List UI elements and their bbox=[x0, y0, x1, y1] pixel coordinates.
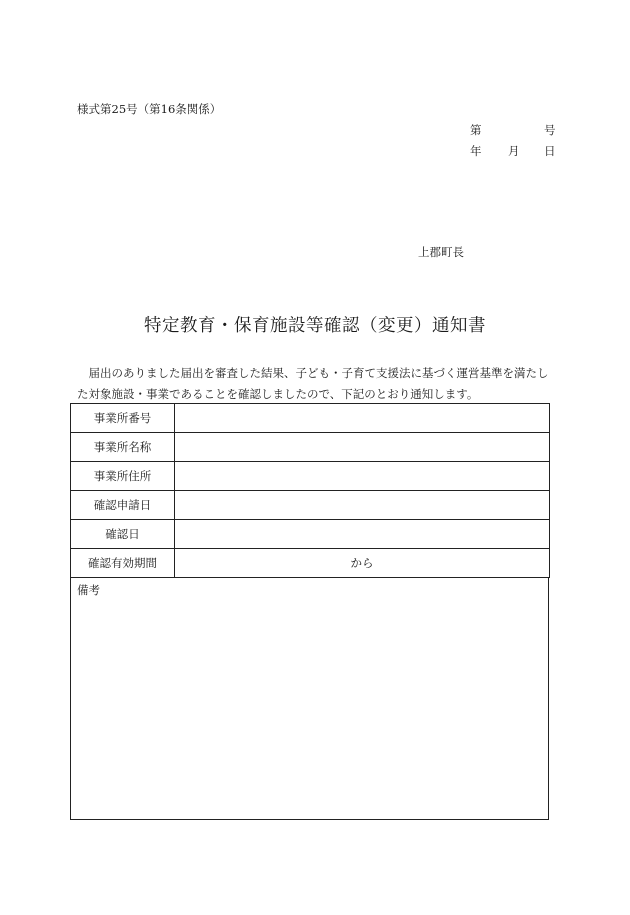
date-day-label: 日 bbox=[544, 144, 556, 158]
row-label-office-address: 事業所住所 bbox=[71, 462, 175, 491]
table-row bbox=[71, 520, 550, 549]
row-value-application-date bbox=[175, 491, 550, 520]
row-value-office-address bbox=[175, 462, 550, 491]
document-number-prefix: 第 bbox=[470, 123, 482, 137]
row-value-office-number bbox=[175, 404, 550, 433]
row-value-confirmation-date bbox=[175, 520, 550, 549]
row-label-validity-period: 確認有効期間 bbox=[71, 549, 175, 578]
form-number: 様式第25号（第16条関係） bbox=[77, 102, 222, 116]
remarks-box bbox=[70, 578, 549, 820]
document-number-suffix: 号 bbox=[544, 123, 556, 137]
row-label-office-number: 事業所番号 bbox=[71, 404, 175, 433]
row-value-validity-period: から bbox=[175, 549, 550, 578]
table-row bbox=[71, 404, 550, 433]
date-month-label: 月 bbox=[508, 144, 520, 158]
table-row bbox=[71, 491, 550, 520]
notice-body-text: 届出のありました届出を審査した結果、子ども・子育て支援法に基づく運営基準を満たした対象施設・事業であることを確認しましたので、下記のとおり通知します。 bbox=[77, 366, 549, 401]
row-label-office-name: 事業所名称 bbox=[71, 433, 175, 462]
row-label-application-date: 確認申請日 bbox=[71, 491, 175, 520]
date-year-label: 年 bbox=[470, 144, 482, 158]
row-value-office-name bbox=[175, 433, 550, 462]
table-row bbox=[71, 433, 550, 462]
row-label-confirmation-date: 確認日 bbox=[71, 520, 175, 549]
table-row bbox=[71, 549, 550, 578]
table-row bbox=[71, 462, 550, 491]
issuer-name: 上郡町長 bbox=[418, 245, 464, 259]
facility-info-table bbox=[70, 403, 550, 578]
document-title: 特定教育・保育施設等確認（変更）通知書 bbox=[144, 316, 486, 336]
remarks-label: 備考 bbox=[77, 583, 100, 597]
